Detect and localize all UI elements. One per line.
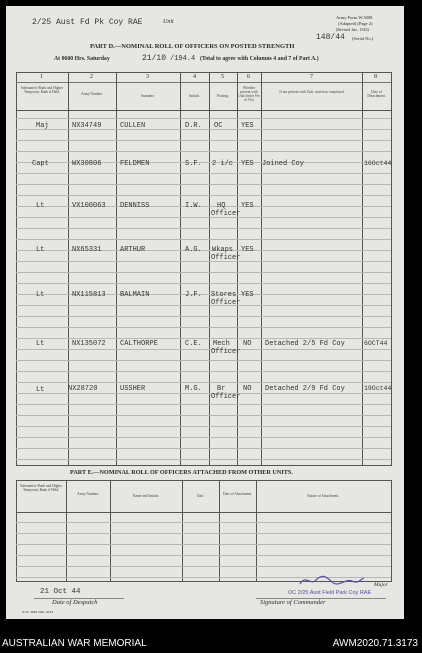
cell-initials: I.W. (185, 202, 202, 210)
cell-initials: M.G. (185, 385, 202, 393)
header-divider (16, 110, 391, 111)
ruled-line (16, 305, 391, 306)
cell-surname: DENNISS (120, 202, 150, 210)
ruled-line (16, 426, 391, 427)
ruled-line (16, 459, 391, 460)
e-col-header-unit: Unit. (196, 494, 205, 498)
cell-posting-line2: Officer (211, 210, 241, 218)
col-divider (68, 72, 69, 465)
col-divider (209, 72, 210, 465)
unit-suffix: Unit (163, 19, 174, 25)
col-divider (180, 72, 181, 465)
cell-employed: Joined Coy (262, 160, 305, 168)
cell-present: NO (243, 340, 252, 348)
cell-posting: 2 i/c (212, 160, 234, 168)
col-number: 6 (247, 74, 250, 80)
ruled-line (16, 404, 391, 405)
part-e-header-divider (16, 512, 391, 513)
commander-signature (296, 572, 366, 588)
cell-present: YES (241, 160, 254, 168)
cell-present: NO (243, 385, 252, 393)
cell-initials: S.F. (185, 160, 202, 168)
form-line2: (Adapted) (Page 2) (338, 21, 373, 26)
awm-credit: AUSTRALIAN WAR MEMORIAL (2, 638, 147, 649)
cell-surname: CALTHORPE (120, 340, 158, 348)
cell-number: VX100063 (72, 202, 106, 210)
col-header-date: Date of Detachment. (367, 90, 386, 98)
ruled-line (16, 239, 391, 240)
ruled-line (16, 272, 391, 273)
colnum-divider (16, 82, 391, 83)
commander-stamp: OC 2/25 Aust Field Park Coy RAE (288, 590, 372, 596)
cell-initials: J.F. (185, 291, 202, 299)
ruled-line (16, 544, 391, 545)
cell-rank: Lt (36, 291, 45, 299)
cell-present: YES (241, 246, 254, 254)
col-number: 5 (221, 74, 224, 80)
cell-date: 16Oct44 (364, 160, 392, 167)
col-number: 2 (90, 74, 93, 80)
col-divider (237, 72, 238, 465)
serial-number: 148/44 (316, 33, 345, 42)
col-divider (362, 72, 363, 465)
cell-posting: Stores (211, 291, 237, 299)
e-col-header-rank: Substantive Rank and Higher Temporary Rank if Held. (19, 484, 63, 492)
cell-posting: Mech (213, 340, 230, 348)
cell-posting-line2: Officer (211, 393, 241, 401)
cell-posting: Wkaps (212, 246, 234, 254)
col-number: 8 (374, 74, 377, 80)
cell-present: YES (241, 122, 254, 130)
despatch-label: Date of Despatch (52, 599, 98, 606)
at-date: 21/10 (142, 54, 167, 63)
serial-suffix: (Serial No.) (352, 36, 374, 41)
e-col-header-date: Date of Attachment. (222, 492, 253, 496)
cell-initials: A.G. (185, 246, 202, 254)
col-header-present: Whether present with Unit (enter Yes or No) (238, 86, 260, 102)
cell-rank: Maj (36, 122, 49, 130)
commander-label: Signature of Commander (260, 599, 326, 606)
e-col-header-nature: Nature of Attachment. (306, 494, 340, 498)
col-number: 7 (310, 74, 313, 80)
cell-date: 6OCT44 (364, 340, 388, 347)
ruled-line (16, 217, 391, 218)
ruled-line (16, 195, 391, 196)
cell-posting-line2: Officer (211, 348, 241, 356)
ruled-line (16, 327, 391, 328)
cell-rank: Lt (36, 202, 45, 210)
col-header-posting: Posting. (217, 94, 229, 98)
awm-footer-bar (0, 624, 422, 653)
cell-initials: D.R. (185, 122, 202, 130)
cell-number: WX30806 (72, 160, 102, 168)
cell-number: NX115813 (72, 291, 106, 299)
e-col-header-name: Name and Initials. (132, 494, 160, 498)
e-col-header-number: Army Number. (77, 492, 99, 496)
ruled-line (16, 533, 391, 534)
ruled-line (16, 140, 391, 141)
form-page (6, 6, 404, 619)
ruled-line (16, 448, 391, 449)
ruled-line (16, 371, 391, 372)
col-divider (261, 72, 262, 465)
print-code: A.W. 3084 50m 10/43 (22, 610, 54, 614)
ruled-line (16, 566, 391, 567)
cell-present: YES (241, 202, 254, 210)
ruled-line (16, 393, 391, 394)
despatch-date: 21 Oct 44 (40, 588, 81, 596)
col-header-rank: Substantive Rank and Higher Temporary Rank if Held. (20, 86, 64, 94)
ruled-line (16, 173, 391, 174)
col-number: 4 (193, 74, 196, 80)
col-header-number: Army Number. (81, 92, 103, 96)
ruled-line (16, 349, 391, 350)
cell-employed: Detached 2/5 Fd Coy (265, 340, 345, 348)
col-header-surname: Surname. (141, 94, 155, 98)
ruled-line (16, 437, 391, 438)
cell-posting-line2: Officer (211, 254, 241, 262)
ruled-line (16, 316, 391, 317)
cell-surname: ARTHUR (120, 246, 146, 254)
cell-posting: HQ (217, 202, 226, 210)
ruled-line (16, 151, 391, 152)
part-e-title: PART E.—NOMINAL ROLL OF OFFICERS ATTACHED FROM OTHER UNITS. (70, 469, 293, 476)
ruled-line (16, 415, 391, 416)
cell-present: YES (241, 291, 254, 299)
at-year: /194.4 (170, 55, 196, 63)
cell-posting: Br (217, 385, 226, 393)
part-d-table (16, 72, 392, 466)
ruled-line (16, 283, 391, 284)
ruled-line (16, 118, 391, 119)
ruled-line (16, 522, 391, 523)
cell-rank: Lt (36, 340, 45, 348)
cell-number: NX34749 (72, 122, 102, 130)
cell-employed: Detached 2/9 Fd Coy (265, 385, 345, 393)
cell-rank: Lt (36, 386, 45, 394)
col-number: 1 (40, 74, 43, 80)
cell-surname: CULLEN (120, 122, 146, 130)
ruled-line (16, 184, 391, 185)
cell-initials: C.E. (185, 340, 202, 348)
cell-number: NX135072 (72, 340, 106, 348)
at-line-prefix: At 0600 Hrs. Saturday (54, 56, 110, 62)
rank-suffix: Major (374, 582, 388, 588)
ruled-line (16, 555, 391, 556)
ruled-line (16, 338, 391, 339)
ruled-line (16, 228, 391, 229)
col-divider (116, 72, 117, 465)
part-d-title: PART D.—NOMINAL ROLL OF OFFICERS ON POSTED STRENGTH (90, 43, 295, 50)
ruled-line (16, 360, 391, 361)
col-header-initials: Initials. (189, 94, 200, 98)
cell-surname: FELDMEN (120, 160, 150, 168)
awm-accession: AWM2020.71.3173 (332, 638, 418, 649)
cell-rank: Lt (36, 246, 45, 254)
form-line1: Army Form W.3008 (336, 15, 373, 20)
cell-posting-line2: Officer (211, 299, 241, 307)
unit-name: 2/25 Aust Fd Pk Coy RAE (32, 18, 143, 27)
cell-surname: USSHER (120, 385, 146, 393)
ruled-line (16, 382, 391, 383)
ruled-line (16, 261, 391, 262)
cell-surname: BALMAIN (120, 291, 150, 299)
cell-number: NX28720 (68, 385, 98, 393)
form-line3: (Revised Jan., 1943) (336, 27, 369, 32)
cell-posting: OC (214, 122, 223, 130)
cell-date: 19Oct44 (364, 385, 392, 392)
col-number: 3 (146, 74, 149, 80)
col-header-employed: If not present with Unit, state how employed. (279, 90, 345, 94)
cell-rank: Capt (32, 160, 49, 168)
at-line-suffix: (Total to agree with Columns 4 and 7 of Part A.) (200, 56, 319, 62)
cell-number: NX65331 (72, 246, 102, 254)
